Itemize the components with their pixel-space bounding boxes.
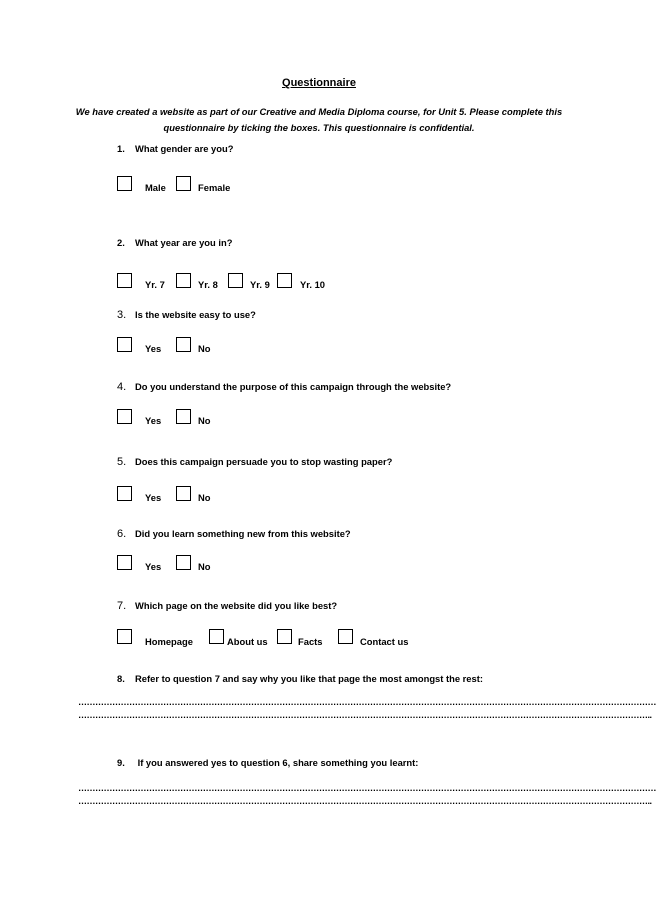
question-number: 4. [117,381,127,393]
option-label-contact-us: Contact us [360,636,409,647]
question-9 [117,757,418,768]
option-label-yes: Yes [145,492,162,503]
checkbox-about-us[interactable] [209,629,224,644]
checkbox-q4-yes[interactable] [117,409,132,424]
checkbox-female[interactable] [176,176,191,191]
question-text: What gender are you? [135,143,234,154]
question-4 [117,381,451,393]
question-number: 3. [117,309,127,321]
option-label-female: Female [198,182,231,193]
option-label-yes: Yes [145,415,162,426]
option-label-homepage: Homepage [145,636,193,647]
question-text: Did you learn something new from this website? [135,528,351,539]
question-7 [117,600,337,612]
question-number: 2. [117,237,125,248]
checkbox-facts[interactable] [277,629,292,644]
question-text: What year are you in? [135,237,233,248]
checkbox-yr8[interactable] [176,273,191,288]
question-number: 5. [117,456,127,468]
checkbox-q6-no[interactable] [176,555,191,570]
question-text: Is the website easy to use? [135,309,256,320]
option-label-male: Male [145,182,166,193]
question-number: 1. [117,143,125,154]
question-8 [117,673,483,684]
checkbox-yr10[interactable] [277,273,292,288]
option-label-yr9: Yr. 9 [250,279,270,290]
question-number: 6. [117,528,127,540]
question-5 [117,456,392,468]
checkbox-q5-yes[interactable] [117,486,132,501]
checkbox-q5-no[interactable] [176,486,191,501]
option-label-facts: Facts [298,636,323,647]
question-text: Do you understand the purpose of this campaign through the website? [135,381,452,392]
option-label-no: No [198,415,211,426]
option-label-yes: Yes [145,561,162,572]
question-number: 8. [117,673,125,684]
option-label-yes: Yes [145,343,162,354]
checkbox-homepage[interactable] [117,629,132,644]
question-number: 9. [117,757,125,768]
answer-line-q8-2[interactable]: ………………………………………………………………………………………………………………………………………………………………………………….. [78,710,652,720]
checkbox-yr9[interactable] [228,273,243,288]
option-label-about-us: About us [227,636,268,647]
checkbox-q3-yes[interactable] [117,337,132,352]
answer-line-q8-1[interactable]: …………………………………………………………………………………………………………………………………………………………………………………… [78,697,656,707]
option-label-no: No [198,492,211,503]
question-6 [117,528,351,540]
question-text: Which page on the website did you like best? [135,600,338,611]
checkbox-q3-no[interactable] [176,337,191,352]
checkbox-male[interactable] [117,176,132,191]
intro-text: We have created a website as part of our Creative and Media Diploma course, for Unit 5. Please complete this questionnaire by ticking the boxes. This questionnaire is confidential. [75,106,563,133]
checkbox-q6-yes[interactable] [117,555,132,570]
page-title: Questionnaire [282,77,356,89]
question-text: Does this campaign persuade you to stop wasting paper? [135,456,393,467]
question-text: Refer to question 7 and say why you like that page the most amongst the rest: [135,673,483,684]
checkbox-q4-no[interactable] [176,409,191,424]
checkbox-yr7[interactable] [117,273,132,288]
question-text: If you answered yes to question 6, share something you learnt: [135,757,419,768]
option-label-yr8: Yr. 8 [198,279,218,290]
question-number: 7. [117,600,127,612]
answer-line-q9-1[interactable]: …………………………………………………………………………………………………………………………………………………………………………………… [78,783,656,793]
question-2 [117,237,232,248]
option-label-yr10: Yr. 10 [300,279,326,290]
option-label-no: No [198,343,211,354]
checkbox-contact-us[interactable] [338,629,353,644]
question-3 [117,309,256,321]
answer-line-q9-2[interactable]: ………………………………………………………………………………………………………………………………………………………………………………….. [78,796,652,806]
option-label-no: No [198,561,211,572]
option-label-yr7: Yr. 7 [145,279,165,290]
question-1 [117,143,233,154]
